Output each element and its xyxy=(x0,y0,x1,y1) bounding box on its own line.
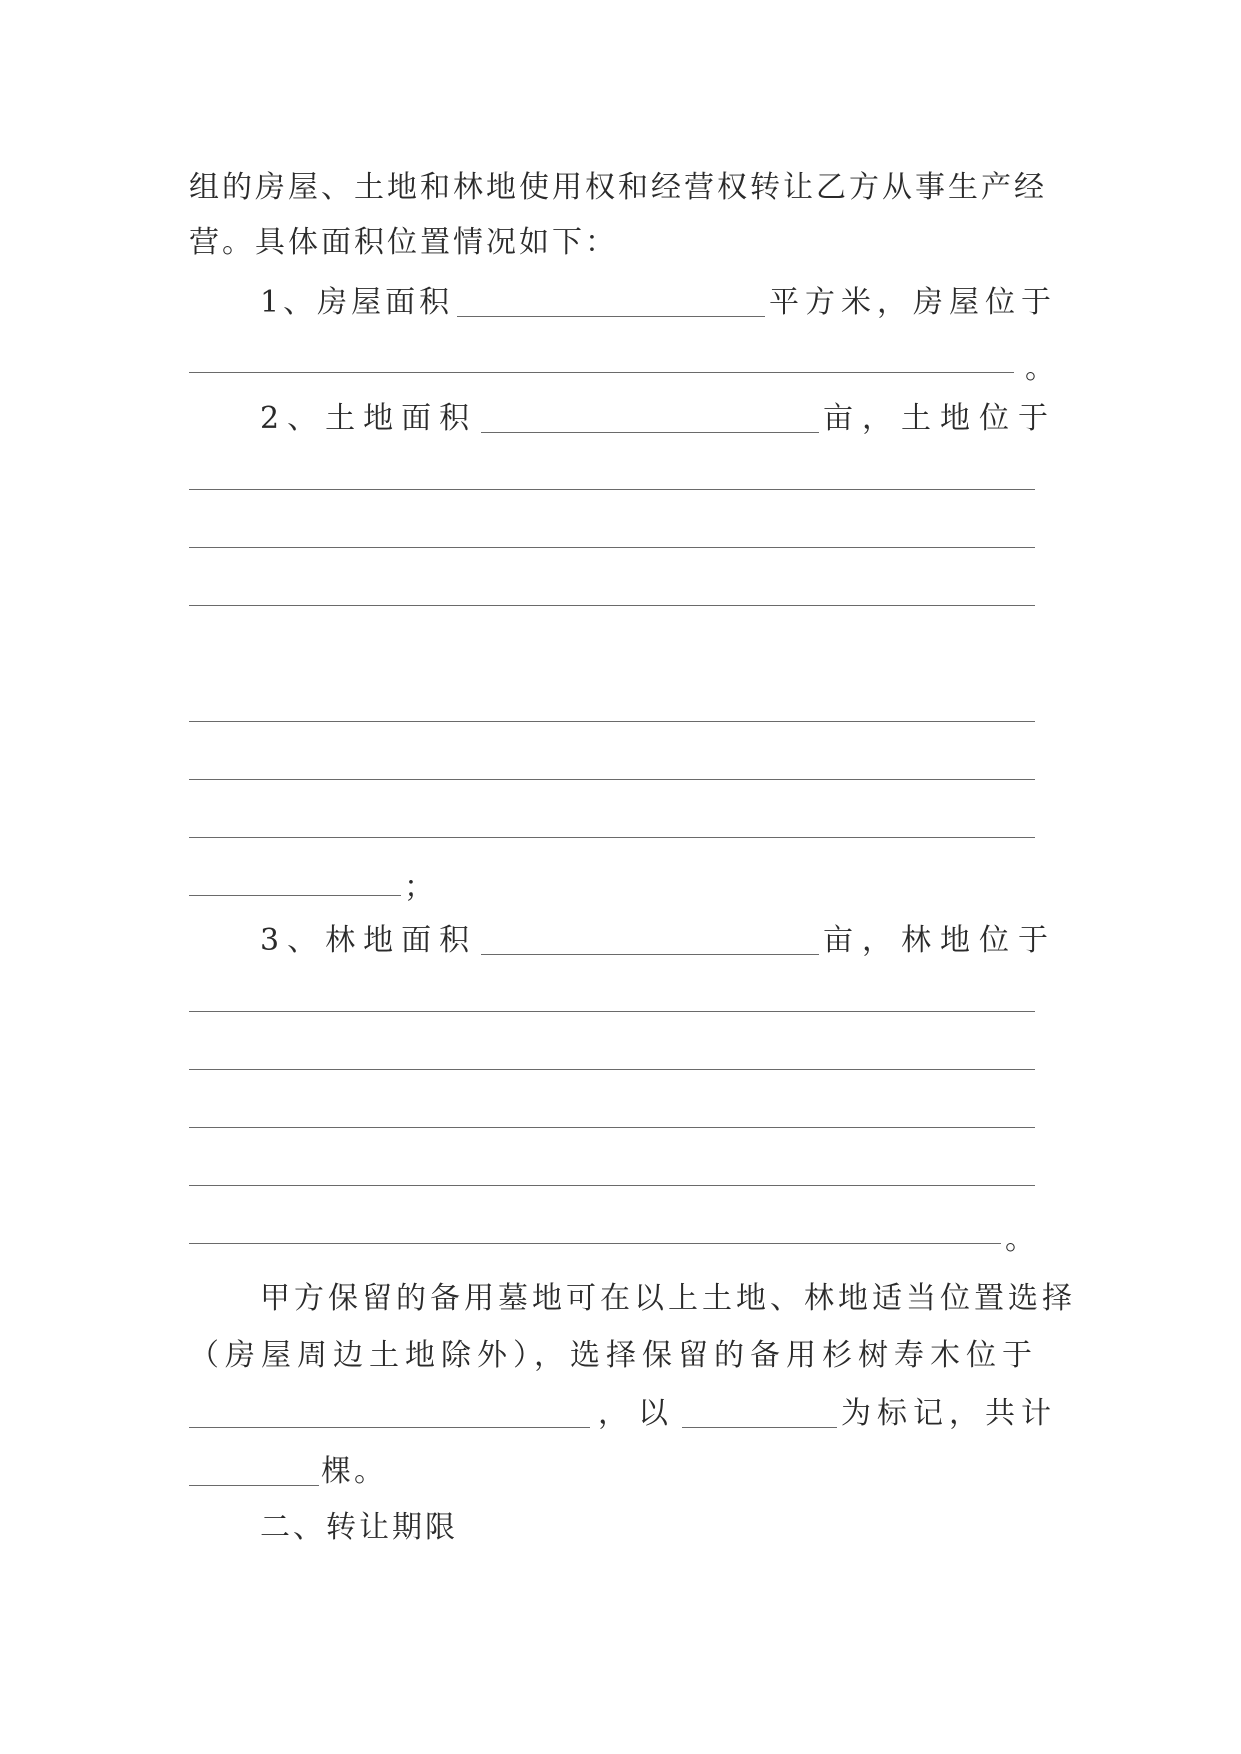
reserve-line-1 xyxy=(260,1277,1076,1321)
intro-text-1: 组的房屋、土地和林地使用权和经营权转让乙方从事生产经 xyxy=(189,170,1047,205)
reserve-text-1: 甲方保留的备用墓地可在以上土地、林地适当位置选择 xyxy=(260,1281,1076,1316)
reserve-line-2 xyxy=(189,1334,1057,1378)
land-location-blank-1[interactable] xyxy=(189,489,1035,490)
item3-end-mark: 。 xyxy=(1005,1222,1035,1257)
reserve-text-2: （房屋周边土地除外），选择保留的备用杉树寿木位于 xyxy=(189,1338,1038,1373)
item2-end-mark: ； xyxy=(404,870,434,905)
reserve-text-4: 棵。 xyxy=(321,1454,387,1489)
land-location-blank-5[interactable] xyxy=(189,779,1035,780)
item2-end xyxy=(404,866,444,910)
item3-prefix: 3、林地面积 xyxy=(260,923,478,958)
land-location-blank-6[interactable] xyxy=(189,837,1035,838)
reserve-line-3 xyxy=(189,1392,1057,1436)
reserve-text-3b: 为标记，共计 xyxy=(841,1396,1057,1431)
reserve-line-4 xyxy=(189,1450,1057,1494)
land-location-blank-4[interactable] xyxy=(189,721,1035,722)
item3-suffix: 亩，林地位于 xyxy=(823,923,1057,958)
item3-end xyxy=(1005,1218,1045,1262)
forest-location-blank-1[interactable] xyxy=(189,1011,1035,1012)
item2-suffix: 亩，土地位于 xyxy=(823,401,1057,436)
item2-line xyxy=(260,397,1057,441)
house-location-blank[interactable] xyxy=(189,372,1014,373)
item3-line xyxy=(260,919,1057,963)
item1-end-mark: 。 xyxy=(1025,351,1055,386)
item1-suffix: 平方米，房屋位于 xyxy=(769,285,1057,320)
land-location-blank-2[interactable] xyxy=(189,547,1035,548)
forest-location-blank-3[interactable] xyxy=(189,1127,1035,1128)
forest-area-blank[interactable] xyxy=(481,924,819,955)
fir-location-blank[interactable] xyxy=(189,1397,590,1428)
section2-heading xyxy=(260,1506,1057,1550)
section2-heading-text: 二、转让期限 xyxy=(260,1510,458,1545)
item1-end xyxy=(1025,347,1065,391)
tree-count-blank[interactable] xyxy=(189,1455,319,1486)
item1-prefix: 1、房屋面积 xyxy=(260,285,454,320)
item2-prefix: 2、土地面积 xyxy=(260,401,478,436)
forest-location-blank-5[interactable] xyxy=(189,1243,1001,1244)
land-area-blank[interactable] xyxy=(481,402,819,433)
reserve-text-3a: ，以 xyxy=(598,1396,679,1431)
intro-line-1 xyxy=(189,166,1057,210)
intro-line-2 xyxy=(189,221,1057,265)
item1-line xyxy=(260,281,1057,325)
house-area-blank[interactable] xyxy=(457,286,765,317)
land-location-blank-3[interactable] xyxy=(189,605,1035,606)
forest-location-blank-2[interactable] xyxy=(189,1069,1035,1070)
marker-blank[interactable] xyxy=(682,1397,837,1428)
intro-text-2: 营。具体面积位置情况如下： xyxy=(189,225,618,260)
forest-location-blank-4[interactable] xyxy=(189,1185,1035,1186)
land-location-blank-7[interactable] xyxy=(189,895,401,896)
